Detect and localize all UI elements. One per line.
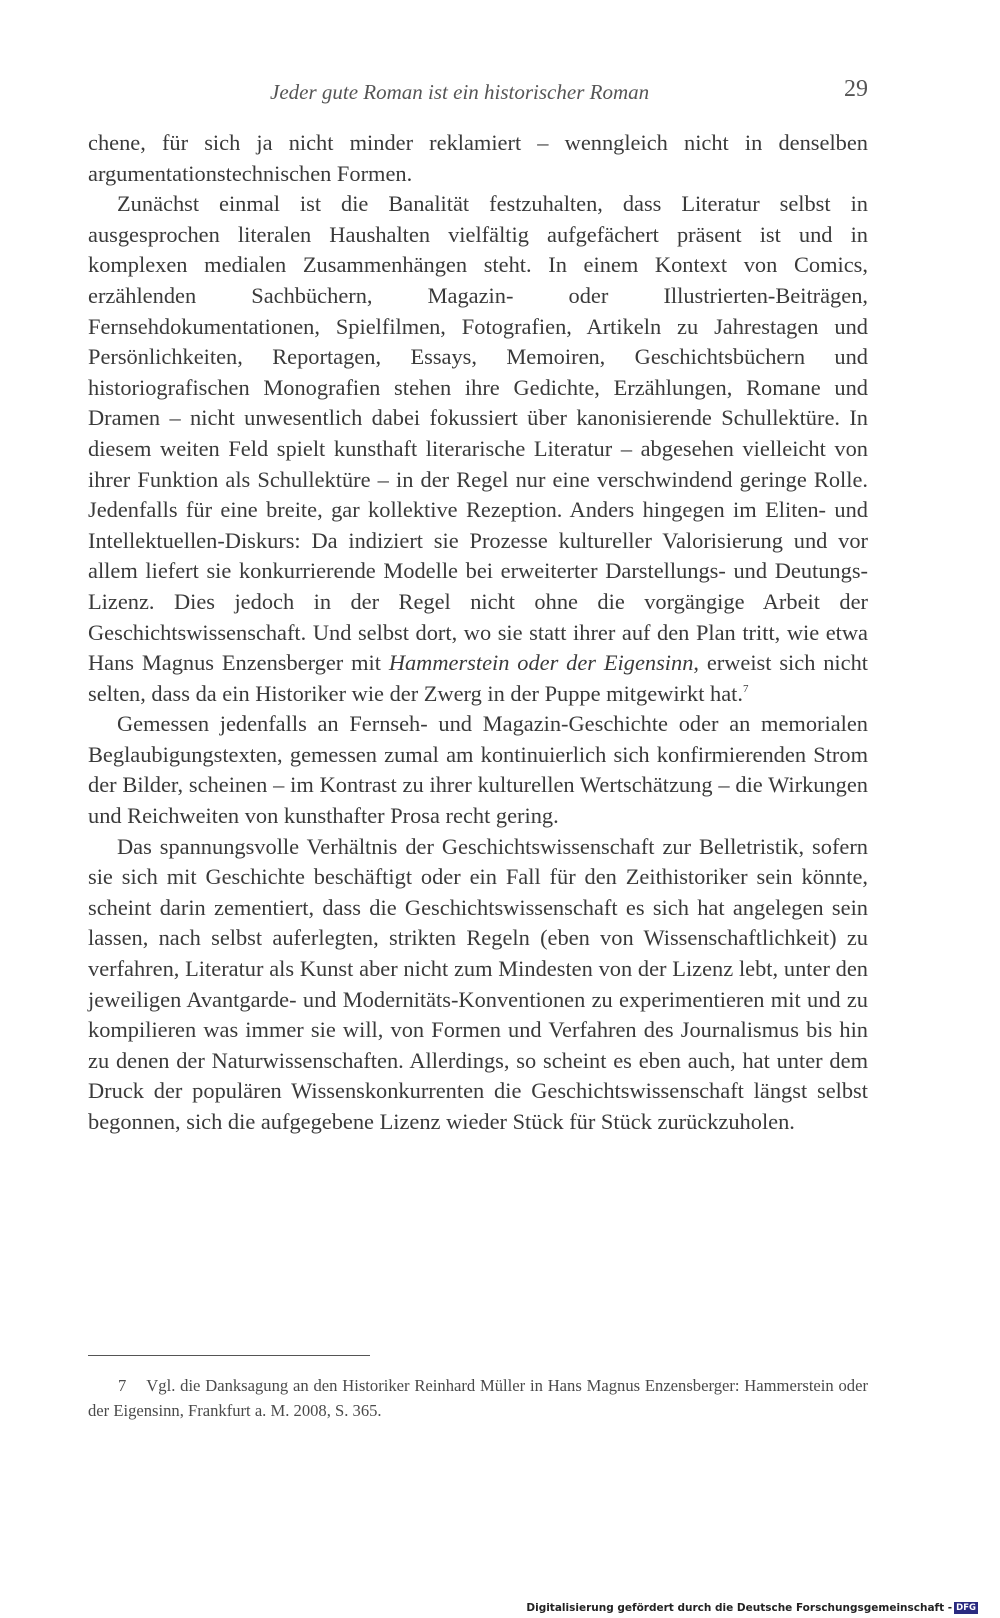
dfg-logo: DFG (956, 1603, 976, 1613)
book-title: Hammerstein oder der Eigensinn (388, 650, 694, 676)
paragraph-2 (88, 189, 868, 709)
digitization-credit (526, 1602, 978, 1614)
paragraph-2-text: Zunächst einmal ist die Banalität festzuhalten, dass Literatur selbst in ausgesprochen literalen Haushalten vielfältig aufgefächert präsent ist und in komplexen medialen Zusammenhängen steht. In einem Kontext von Comics, erzählenden Sachbüchern, Magazin- oder Illustrierten-Beiträgen, Fernsehdokumentationen, Spielfilmen, Fotografien, Artikeln zu Jahrestagen und Persönlichkeiten, Reportagen, Essays, Memoiren, Geschichtsbüchern und historiografischen Monografien stehen ihre Gedichte, Erzählungen, Romane und Dramen – nicht unwesentlich dabei fokussiert über kanonisierende Schullektüre. In diesem weiten Feld spielt kunsthaft literarische Literatur – abgesehen vielleicht von ihrer Funktion als Schullektüre – in der Regel nur eine verschwindend geringe Rolle. Jedenfalls für eine breite, gar kollektive Rezeption. Anders hingegen im Eliten- und Intellektuellen-Diskurs: Da indiziert sie Prozesse kultureller Valorisierung und vor allem liefert sie konkurrierende Modelle bei erweiterter Darstellungs- und Deutungs-Lizenz. Dies jedoch in der Regel nicht ohne die vorgängige Arbeit der Geschichtswissenschaft. Und selbst dort, wo sie statt ihrer auf den Plan tritt, wie etwa Hans Magnus Enzensberger mit (88, 191, 868, 676)
footnote-text: Vgl. die Danksagung an den Historiker Reinhard Müller in Hans Magnus Enzensberger: Hammerstein oder der Eigensinn, Frankfurt a. M. 2008, S. 365. (88, 1376, 868, 1420)
footnote-separator (88, 1355, 370, 1356)
page-number: 29 (844, 76, 868, 102)
paragraph-3: Gemessen jedenfalls an Fernseh- und Magazin-Geschichte oder an memorialen Beglaubigungstexten, gemessen zumal am kontinuierlich sich konfirmierenden Strom der Bilder, scheinen – im Kontrast zu ihrer kulturellen Wertschätzung – die Wirkungen und Reichweiten von kunsthafter Prosa recht gering. (88, 711, 868, 829)
paragraph-2-text-end: , erweist sich nicht selten, dass da ein Historiker wie der Zwerg in der Puppe mitgewirkt hat. (88, 650, 869, 706)
running-title: Jeder gute Roman ist ein historischer Roman (270, 80, 650, 104)
footnote (88, 1373, 868, 1423)
footnote-number: 7 (118, 1376, 127, 1395)
paragraph-4: Das spannungsvolle Verhältnis der Geschichtswissenschaft zur Belletristik, sofern sie sich mit Geschichte beschäftigt oder ein Fall für den Zeithistoriker sein könnte, scheint darin zementiert, dass die Geschichtswissenschaft es sich hat angelegen sein lassen, nach selbst auferlegten, strikten Regeln (eben von Wissenschaftlichkeit) zu verfahren, Literatur als Kunst aber nicht zum Mindesten von der Lizenz lebt, unter den jeweiligen Avantgarde- und Modernitäts-Konventionen zu experimentieren mit und zu kompilieren was immer sie will, von Formen und Verfahren des Journalismus bis hin zu denen der Naturwissenschaften. Allerdings, so scheint es eben auch, hat unter dem Druck der populären Wissenskonkurrenten die Geschichtswissenschaft längst selbst begonnen, sich die aufgegebene Lizenz wieder Stück für Stück zurückzuholen. (88, 833, 868, 1134)
footnote-reference[interactable]: 7 (742, 682, 749, 695)
running-header (88, 74, 868, 108)
paragraph-1: chene, für sich ja nicht minder reklamiert – wenngleich nicht in denselben argumentationstechnischen Formen. (88, 130, 868, 186)
body-text (88, 128, 868, 1138)
credit-text: Digitalisierung gefördert durch die Deutsche Forschungsgemeinschaft - (526, 1602, 953, 1614)
